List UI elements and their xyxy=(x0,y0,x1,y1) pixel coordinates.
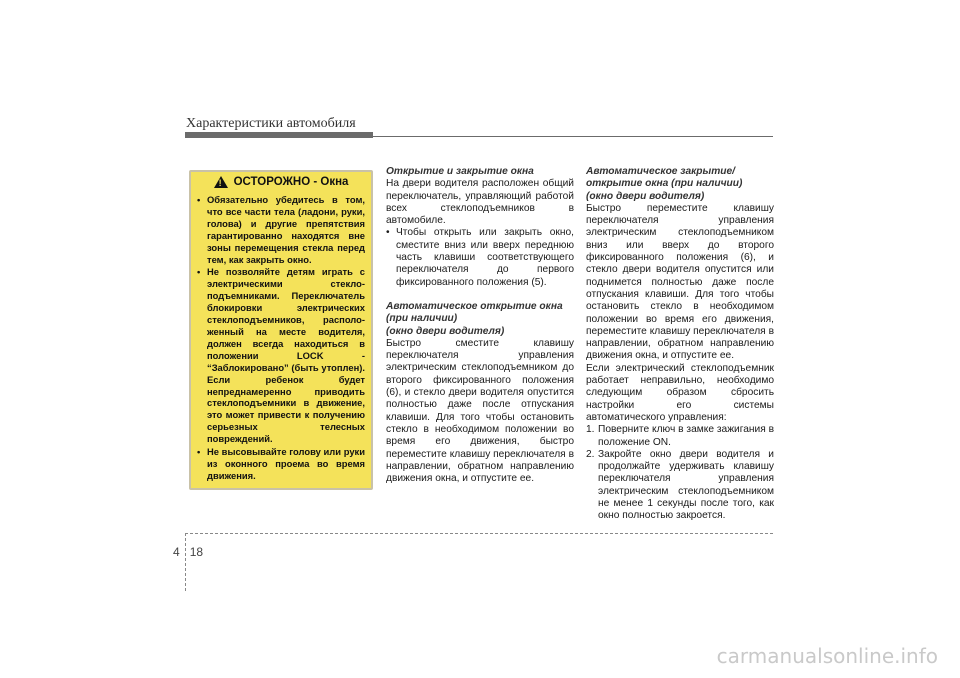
page-index: 18 xyxy=(189,545,204,559)
heading-auto-close-door: (окно двери водителя) xyxy=(586,190,705,202)
paragraph: Если электрический стеклоподъемник работает неправильно, необходимо следующим образом сбросить настройки его системы автоматического управления: xyxy=(586,362,774,423)
header-rule xyxy=(185,136,773,137)
heading-auto-open-door: (окно двери водителя) xyxy=(386,325,505,337)
heading-auto-open-note: (при наличии) xyxy=(386,313,458,325)
footer-rule xyxy=(185,533,773,534)
section-title: Характеристики автомобиля xyxy=(186,116,356,131)
paragraph: Быстро сместите клавишу переключателя управления электрическим стеклоподъемником до второго фиксированного положения (6), и стекло двери водителя опустится полностью даже после отпускания клавиши. Для того чтобы остановить стекло в необходимом положении во время его движения, быстро переместите клавишу переключателя в направлении, обратном направлению движения окна, и отпустите ее. xyxy=(386,337,574,485)
warning-item: • Не высовывайте голову или руки из оконного проема во время движения. xyxy=(197,446,365,482)
watermark: carmanualsonline.info xyxy=(716,644,938,668)
paragraph: Быстро переместите клавишу переключателя управления электрическим стеклоподъемником вниз или вверх до второго фиксированного положения (6), и стекло двери водителя опустится или поднимется полностью даже после отпускания клавиши. Для того чтобы остановить стекло в необходимом положении во время его движения, переместите клавишу переключателя в направлении, обратном направлению движения окна, и отпустите ее. xyxy=(586,202,774,362)
section-number: 4 xyxy=(173,545,180,559)
heading-auto-close-note: открытие окна (при наличии) xyxy=(586,178,743,190)
page-number xyxy=(173,545,203,559)
warning-box xyxy=(189,170,373,490)
header-bar xyxy=(185,132,373,138)
reset-steps xyxy=(586,424,774,522)
list-item: 2. Закройте окно двери водителя и продолжайте удерживать клавишу переключателя управления электрическим стеклоподъемником не менее 1 секунды после того, как окно полностью закроется. xyxy=(586,448,774,522)
warning-title: ОСТОРОЖНО - Окна xyxy=(233,176,349,188)
paragraph: На двери водителя расположен общий переключатель, управляющий работой всех стеклоподъемников в автомобиле. xyxy=(386,178,574,227)
footer-vertical-rule xyxy=(185,533,186,591)
list-item: • Чтобы открыть или закрыть окно, сместите вниз или вверх переднюю часть клавиши соответствующего переключателя до первого фиксированного положения (5). xyxy=(386,227,574,288)
warning-triangle-icon: ! xyxy=(214,176,228,188)
warning-item: • Не позволяйте детям играть с электрическими стекло-подъемниками. Переключатель блокировки электрических стеклоподъемников, располо-женный на месте водителя, должен всегда находиться в положении LOCK - “Заблокировано” (быть утоплен). Если ребенок будет непреднамеренно приводить стеклоподъемники в движение, это может привести к получению серьезных телесных повреждений. xyxy=(197,266,365,445)
heading-auto-close: Автоматическое закрытие/ xyxy=(586,166,736,177)
heading-open-close: Открытие и закрытие окна xyxy=(386,166,534,177)
bullet-list xyxy=(386,227,574,288)
warning-header xyxy=(195,176,367,188)
warning-list xyxy=(197,194,365,483)
heading-auto-open: Автоматическое открытие окна xyxy=(386,300,563,312)
column-right xyxy=(586,166,774,523)
list-item: 1. Поверните ключ в замке зажигания в положение ON. xyxy=(586,424,774,448)
warning-item: • Обязательно убедитесь в том, что все части тела (ладони, руки, голова) и другие препятствия гарантированно находятся вне зоны перемещения стекла перед тем, как закрыть окно. xyxy=(197,194,365,265)
column-middle xyxy=(386,166,574,485)
